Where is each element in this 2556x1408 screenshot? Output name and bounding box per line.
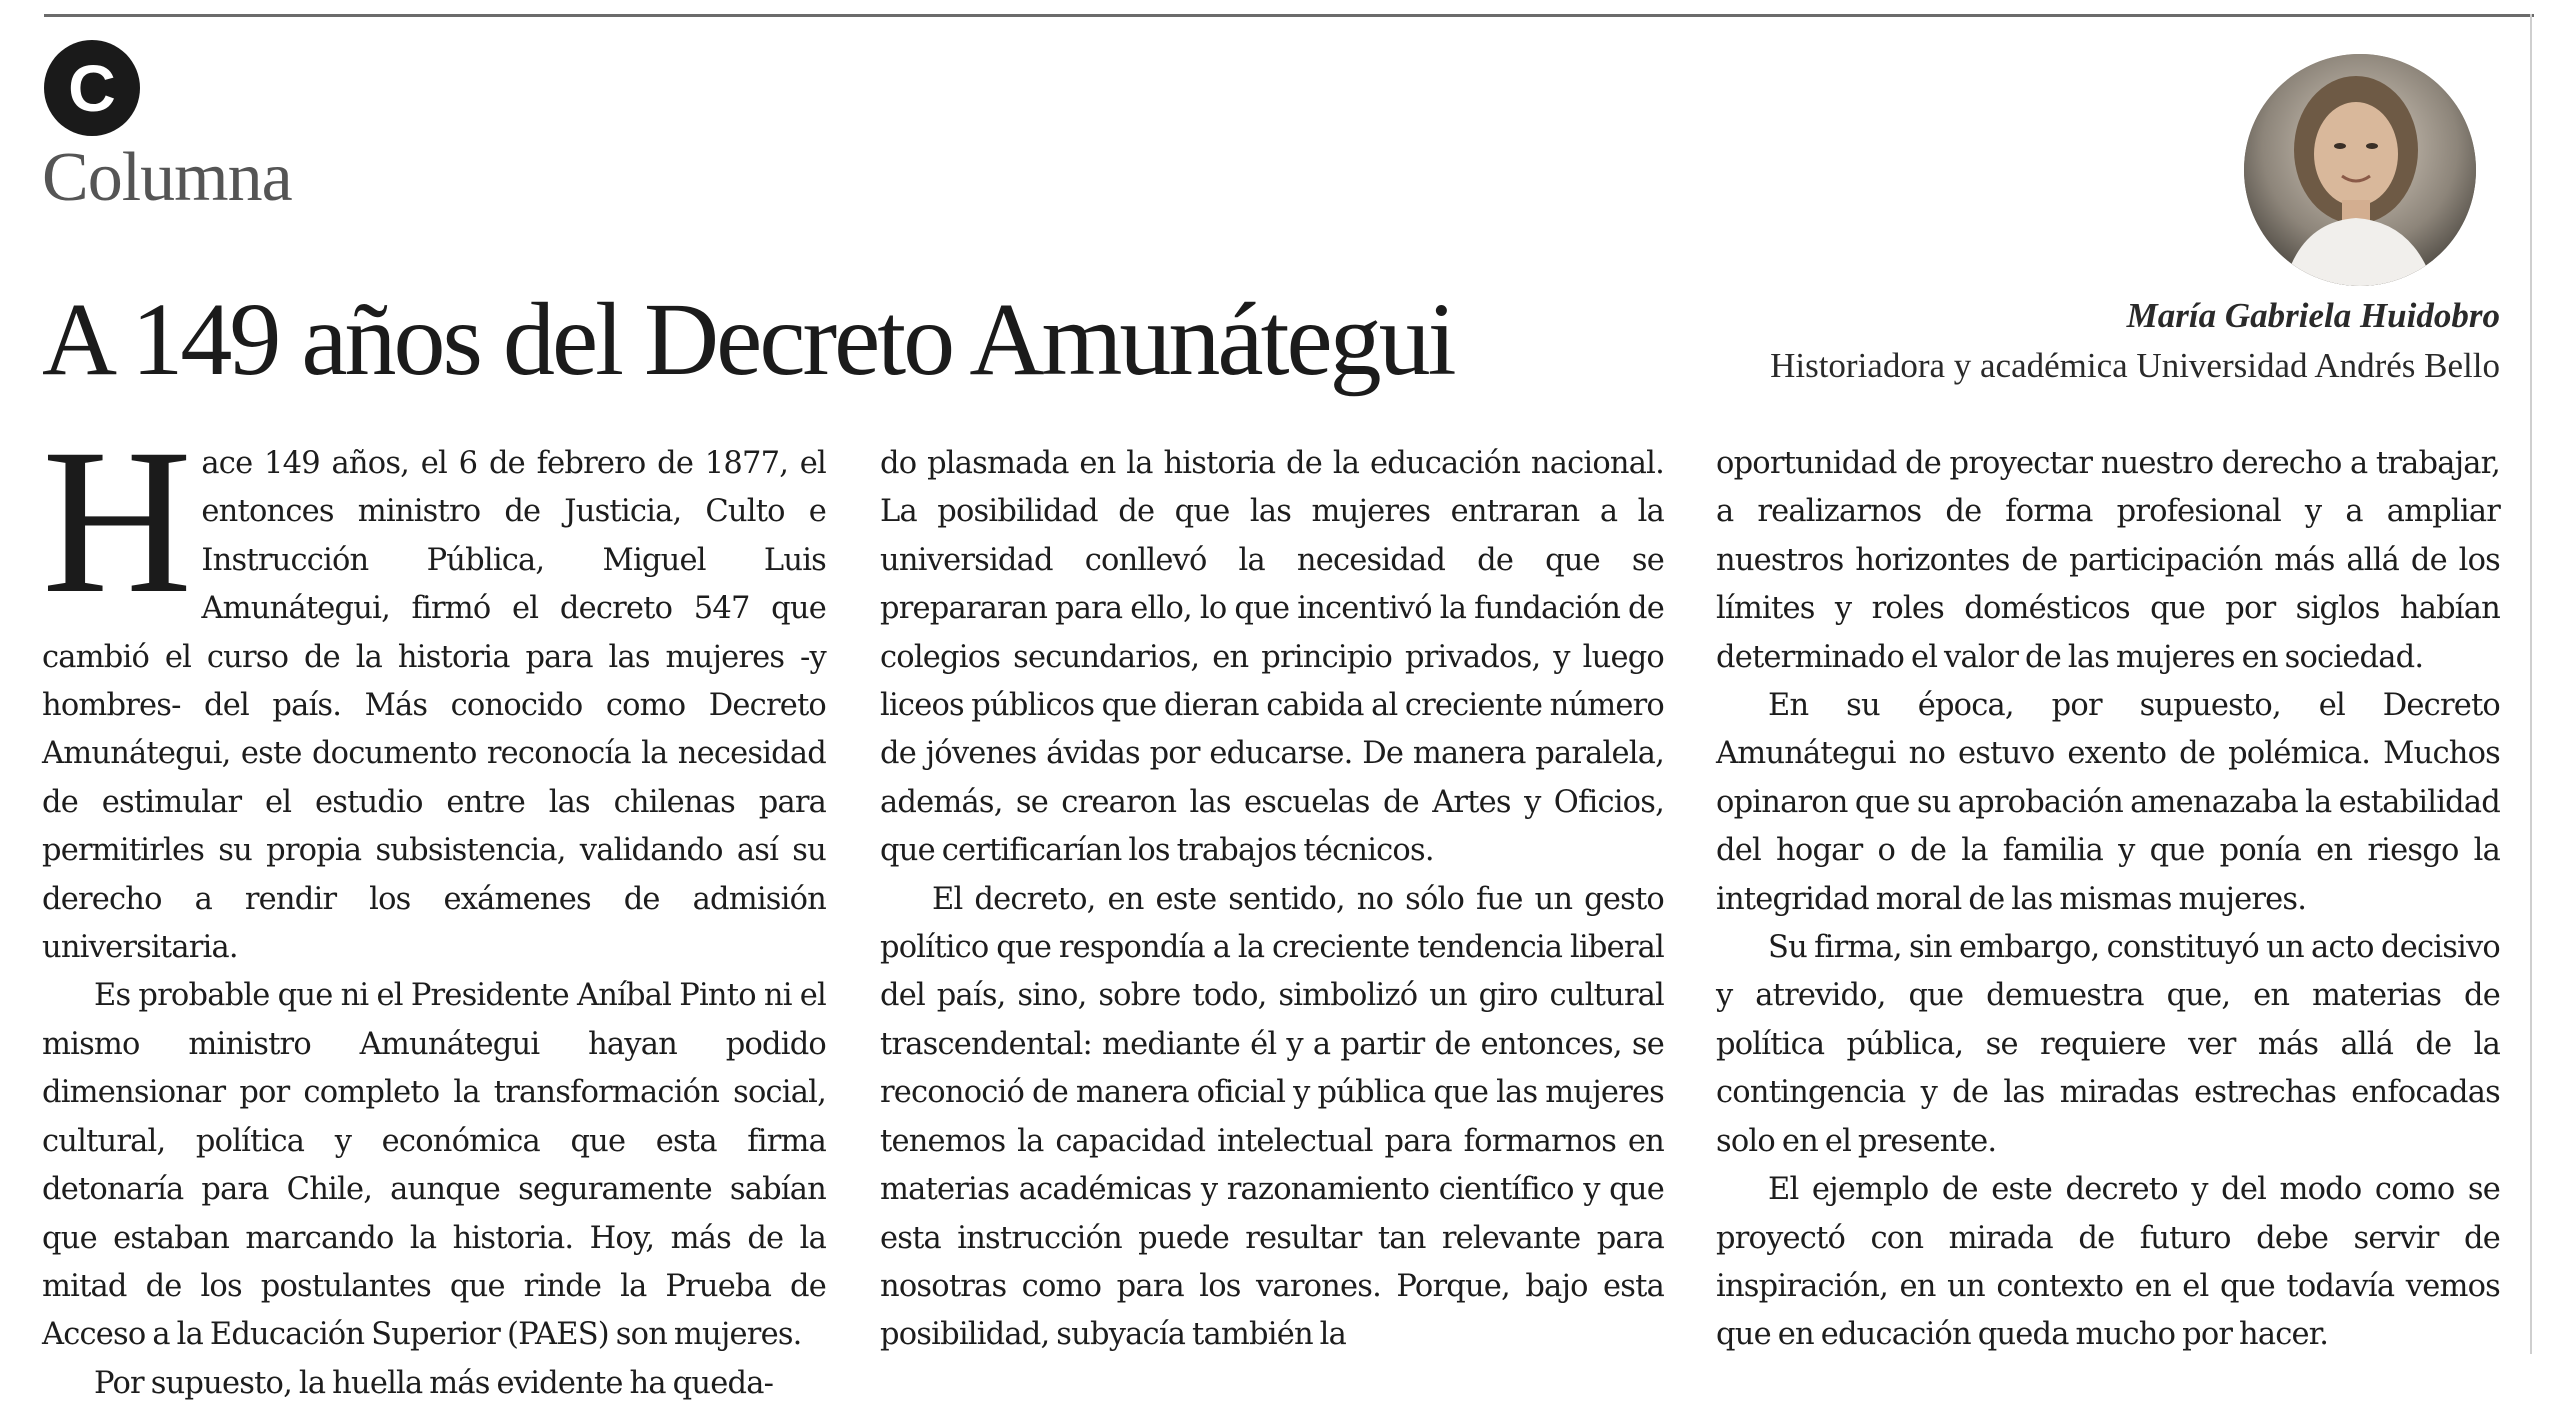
article-paragraph: Su firma, sin embargo, constituyó un acto decisivo y atrevido, que demuestra que, en materias de política pública, se requiere ver más allá de la contingencia y de las miradas estrechas enfocadas solo en el presente. — [1716, 930, 2500, 1159]
right-edge-rule — [2530, 14, 2532, 1354]
section-badge-icon — [44, 40, 140, 136]
headline: A 149 años del Decreto Amunátegui — [42, 282, 1454, 397]
article-column-2 — [880, 440, 1664, 1360]
article-paragraph: En su época, por supuesto, el Decreto Amunátegui no estuvo exento de polémica. Muchos opinaron que su aprobación amenazaba la estabilidad del hogar o de la familia y que ponía en riesgo la integridad moral de las mismas mujeres. — [1716, 688, 2500, 917]
paragraph-text: ace 149 años, el 6 de febrero de 1877, el entonces ministro de Justicia, Culto e Instrucción Pública, Miguel Luis Amunátegui, firmó el decreto 547 que cambió el curso de la historia para las mujeres -y hombres- del país. Más conocido como Decreto Amunátegui, este documento reconocía la necesidad de estimular el estudio entre las chilenas para permitirles su propia subsistencia, validando así su derecho a rendir los exámenes de admisión universitaria. — [42, 446, 826, 966]
author-role: Historiadora y académica Universidad Andrés Bello — [1770, 346, 2500, 385]
author-photo — [2244, 54, 2476, 286]
article-paragraph: Es probable que ni el Presidente Aníbal Pinto ni el mismo ministro Amunátegui hayan podido dimensionar por completo la transformación social, cultural, política y económica que esta firma detonaría para Chile, aunque seguramente sabían que estaban marcando la historia. Hoy, más de la mitad de los postulantes que rinde la Prueba de Acceso a la Educación Superior (PAES) son mujeres. — [42, 978, 826, 1353]
top-rule — [44, 14, 2534, 17]
article-paragraph: El ejemplo de este decreto y del modo como se proyectó con mirada de futuro debe servir de inspiración, en un contexto en el que todavía vemos que en educación queda mucho por hacer. — [1716, 1172, 2500, 1353]
article-paragraph: oportunidad de proyectar nuestro derecho a trabajar, a realizarnos de forma profesional y a ampliar nuestros horizontes de participación más allá de los límites y roles domésticos que por siglos habían determinado el valor de las mujeres en sociedad. — [1716, 446, 2500, 675]
section-badge-letter: C — [68, 51, 116, 125]
section-label: Columna — [42, 139, 292, 216]
article-paragraph — [42, 406, 826, 972]
article-paragraph: do plasmada en la historia de la educación nacional. La posibilidad de que las mujeres entraran a la universidad conllevó la necesidad de que se prepararan para ello, lo que incentivó la fundación de colegios secundarios, en principio privados, y luego liceos públicos que dieran cabida al creciente número de jóvenes ávidas por educarse. De manera paralela, además, se crearon las escuelas de Artes y Oficios, que certificarían los trabajos técnicos. — [880, 446, 1664, 869]
article-column-1 — [42, 406, 826, 1408]
author-name: María Gabriela Huidobro — [2126, 296, 2500, 335]
author-portrait-image — [2244, 54, 2476, 286]
drop-cap: H — [42, 406, 192, 636]
article-paragraph: Por supuesto, la huella más evidente ha queda- — [94, 1365, 774, 1401]
article-column-3 — [1716, 440, 2500, 1360]
article-paragraph: El decreto, en este sentido, no sólo fue un gesto político que respondía a la creciente tendencia liberal del país, sino, sobre todo, simbolizó un giro cultural trascendental: mediante él y a partir de entonces, se reconoció de manera oficial y pública que las mujeres tenemos la capacidad intelectual para formarnos en materias académicas y razonamiento científico y que esta instrucción puede resultar tan relevante para nosotras como para los varones. Porque, bajo esta posibilidad, subyacía también la — [880, 881, 1664, 1353]
